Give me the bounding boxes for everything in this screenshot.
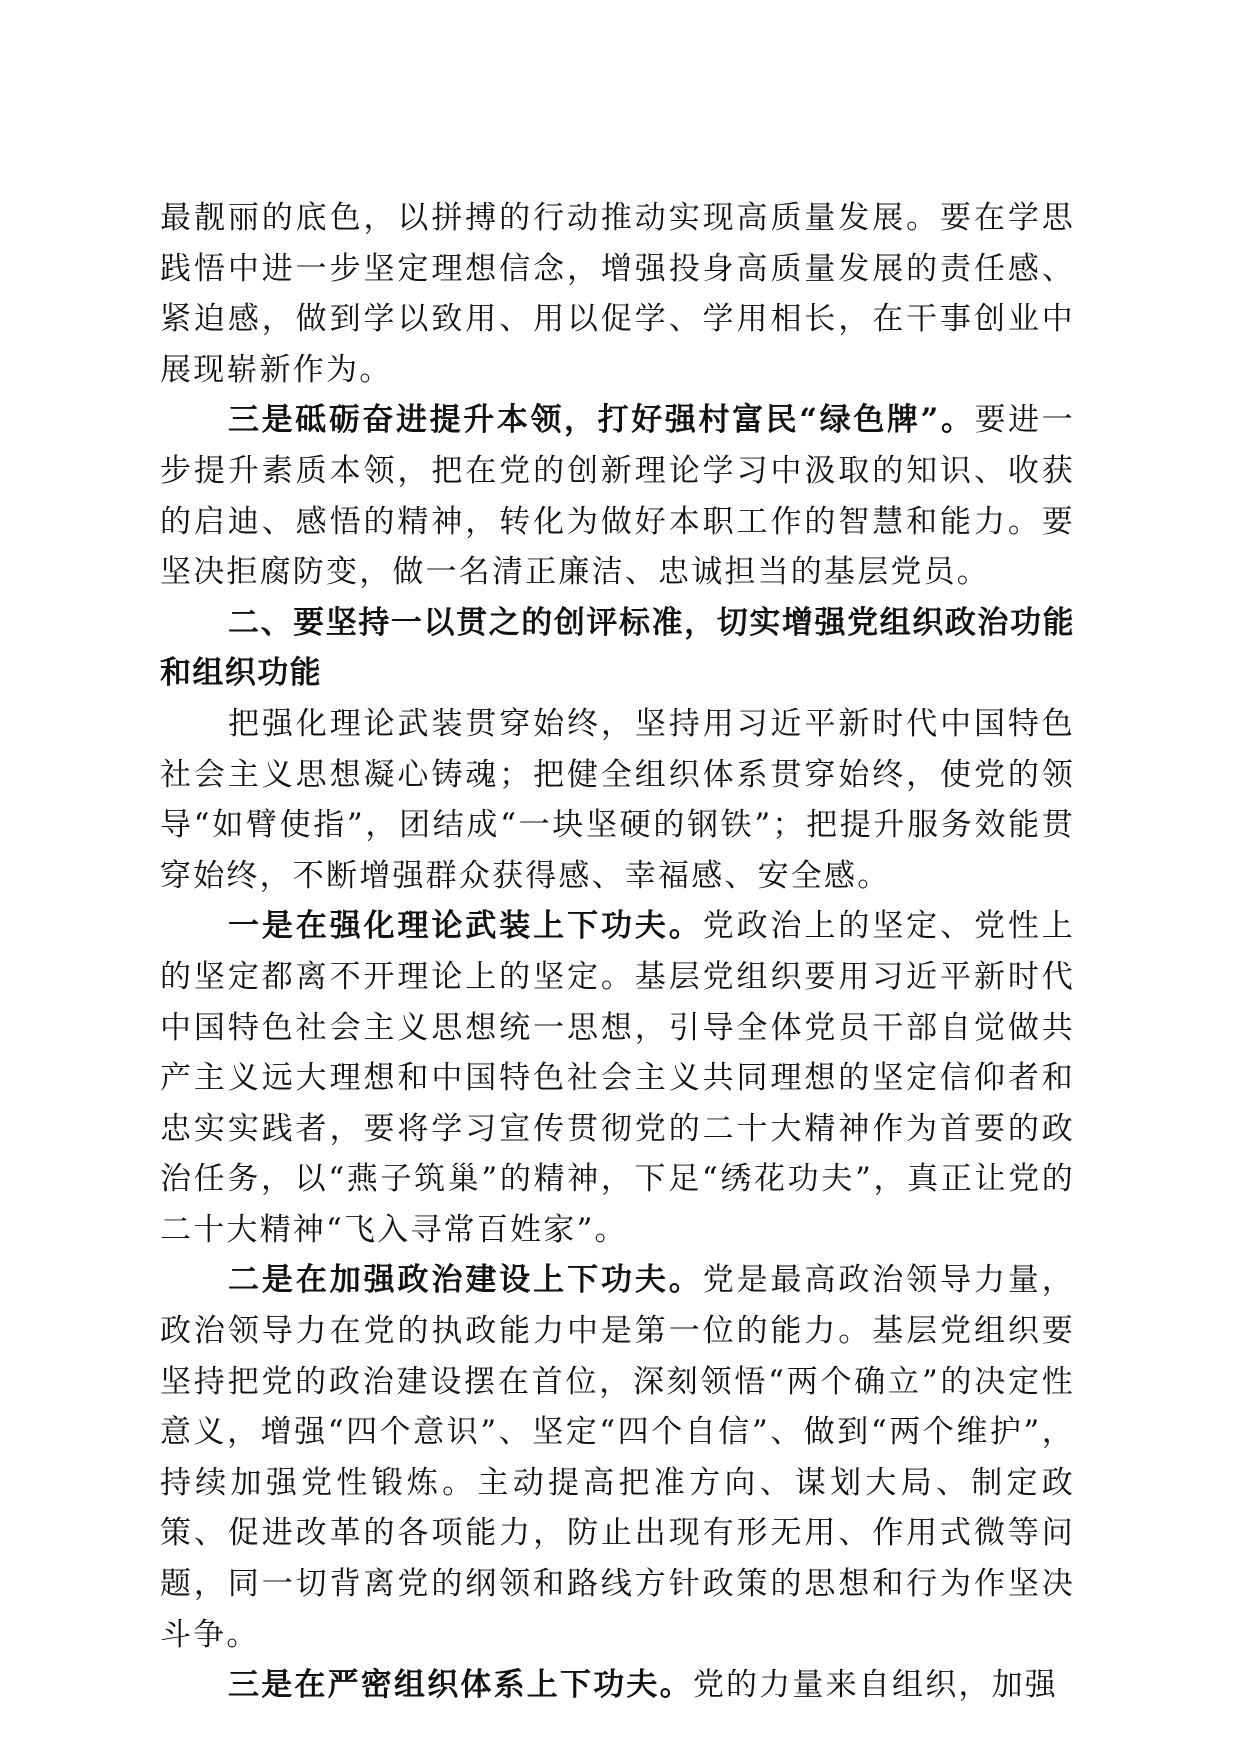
paragraph-continuation <box>160 193 1075 395</box>
paragraph-text: 要进一步提升素质本领，把在党的创新理论学习中汲取的知识、收获的启迪、感悟的精神，转化为做好本职工作的智慧和能力。要坚决拒腐防变，做一名清正廉洁、忠诚担当的基层党员。 <box>160 402 1075 591</box>
section-heading-2: 二、要坚持一以贯之的创评标准，切实增强党组织政治功能和组织功能 <box>160 604 1075 692</box>
paragraph-section-intro <box>160 699 1075 901</box>
paragraph-text: 最靓丽的底色，以拼搏的行动推动实现高质量发展。要在学思践悟中进一步坚定理想信念，增强投身高质量发展的责任感、紧迫感，做到学以致用、用以促学、学用相长，在干事创业中展现崭新作为。 <box>160 200 1075 388</box>
paragraph-point-3-green-brand <box>160 395 1075 597</box>
paragraph-lead-bold: 一是在强化理论武装上下功夫。 <box>228 908 703 945</box>
paragraph-lead-bold: 三是砥砺奋进提升本领，打好强村富民“绿色牌”。 <box>228 402 975 439</box>
paragraph-point-3-organization <box>160 1660 1075 1711</box>
paragraph-text: 党是最高政治领导力量，政治领导力在党的执政能力中是第一位的能力。基层党组织要坚持把党的政治建设摆在首位，深刻领悟“两个确立”的决定性意义，增强“四个意识”、坚定“四个自信”、做到“两个维护”，持续加强党性锻炼。主动提高把准方向、谋划大局、制定政策、促进改革的各项能力，防止出现有形无用、作用式微等问题，同一切背离党的纲领和路线方针政策的思想和行为作坚决斗争。 <box>160 1262 1075 1653</box>
paragraph-text: 党政治上的坚定、党性上的坚定都离不开理论上的坚定。基层党组织要用习近平新时代中国特色社会主义思想统一思想，引导全体党员干部自觉做共产主义远大理想和中国特色社会主义共同理想的坚定信仰者和忠实实践者，要将学习宣传贯彻党的二十大精神作为首要的政治任务，以“燕子筑巢”的精神，下足“绣花功夫”，真正让党的二十大精神“飞入寻常百姓家”。 <box>160 908 1075 1248</box>
paragraph-text: 党的力量来自组织，加强 <box>692 1667 1059 1704</box>
paragraph-lead-bold: 二是在加强政治建设上下功夫。 <box>228 1262 703 1299</box>
paragraph-point-1-theory <box>160 901 1075 1255</box>
paragraph-lead-bold: 三是在严密组织体系上下功夫。 <box>228 1667 693 1704</box>
document-page <box>160 193 1075 1711</box>
paragraph-text: 把强化理论武装贯穿始终，坚持用习近平新时代中国特色社会主义思想凝心铸魂；把健全组织体系贯穿始终，使党的领导“如臂使指”，团结成“一块坚硬的钢铁”；把提升服务效能贯穿始终，不断增强群众获得感、幸福感、安全感。 <box>160 705 1075 894</box>
paragraph-point-2-politics <box>160 1255 1075 1660</box>
